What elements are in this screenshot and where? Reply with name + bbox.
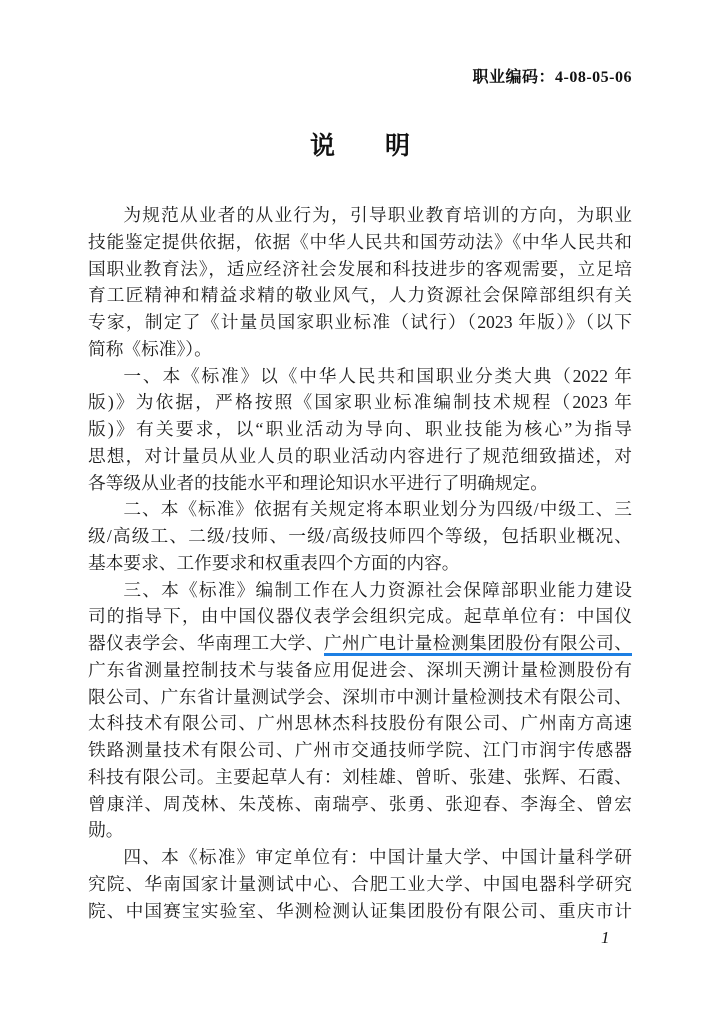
body-line: 太科技术有限公司、广州思林杰科技股份有限公司、广州南方高速 — [88, 713, 632, 734]
page-title: 说 明 — [309, 133, 410, 160]
body-line: 限公司、广东省计量测试学会、深圳市中测计量检测技术有限公司、 — [88, 686, 632, 707]
body-line: 四、本《标准》审定单位有：中国计量大学、中国计量科学研 — [123, 847, 632, 867]
body-line: 技能鉴定提供依据，依据《中华人民共和国劳动法》《中华人民共和 — [88, 231, 632, 252]
body-line: 版)》有关要求，以“职业活动为导向、职业技能为核心”为指导 — [88, 419, 632, 439]
body-line: 广东省测量控制技术与装备应用促进会、深圳天溯计量检测股份有 — [88, 659, 632, 680]
body-line: 一、本《标准》以《中华人民共和国职业分类大典（2022 年 — [123, 365, 632, 386]
body-line: 思想，对计量员从业人员的职业活动内容进行了规范细致描述，对 — [88, 445, 632, 466]
body-line: 版)》为依据，严格按照《国家职业标准编制技术规程（2023 年 — [88, 392, 632, 413]
body-line: 育工匠精神和精益求精的敬业风气，人力资源社会保障部组织有关 — [88, 285, 632, 306]
body-line-segment: 器仪表学会、华南理工大学、 — [88, 633, 324, 653]
body-line: 二、本《标准》依据有关规定将本职业划分为四级/中级工、三 — [123, 499, 632, 520]
body-line: 为规范从业者的从业行为，引导职业教育培训的方向，为职业 — [123, 205, 632, 225]
body-line: 三、本《标准》编制工作在人力资源社会保障部职业能力建设 — [123, 579, 632, 600]
body-line: 司的指导下，由中国仪器仪表学会组织完成。起草单位有：中国仪 — [88, 606, 632, 627]
body-line: 铁路测量技术有限公司、广州市交通技师学院、江门市润宇传感器 — [88, 740, 632, 760]
body-line: 科技有限公司。主要起草人有：刘桂雄、曾昕、张建、张辉、石霞、 — [88, 766, 632, 787]
occupation-code: 职业编码：4-08-05-06 — [472, 69, 632, 86]
body-line: 基本要求、工作要求和权重表四个方面的内容。 — [88, 552, 460, 573]
body-line: 院、中国赛宝实验室、华测检测认证集团股份有限公司、重庆市计 — [88, 900, 632, 921]
body-line: 级/高级工、二级/技师、一级/高级技师四个等级，包括职业概况、 — [88, 526, 632, 546]
body-line: 勋。 — [88, 820, 124, 841]
body-line: 专家，制定了《计量员国家职业标准（试行）（2023 年版）》（以下 — [88, 312, 632, 332]
body-line: 各等级从业者的技能水平和理论知识水平进行了明确规定。 — [88, 472, 548, 493]
page-number: 1 — [601, 928, 610, 947]
body-line: 简称《标准》）。 — [88, 338, 212, 359]
body-line: 曾康洋、周茂林、朱茂栋、南瑞亭、张勇、张迎春、李海全、曾宏 — [88, 793, 632, 814]
body-line: 究院、华南国家计量测试中心、合肥工业大学、中国电器科学研究 — [88, 873, 632, 894]
company-name-underlined: 广州广电计量检测集团股份有限公司、 — [324, 633, 632, 656]
document-body — [88, 202, 632, 924]
body-line-with-annotation — [88, 630, 632, 657]
body-line: 国职业教育法》，适应经济社会发展和科技进步的客观需要，立足培 — [88, 258, 632, 279]
